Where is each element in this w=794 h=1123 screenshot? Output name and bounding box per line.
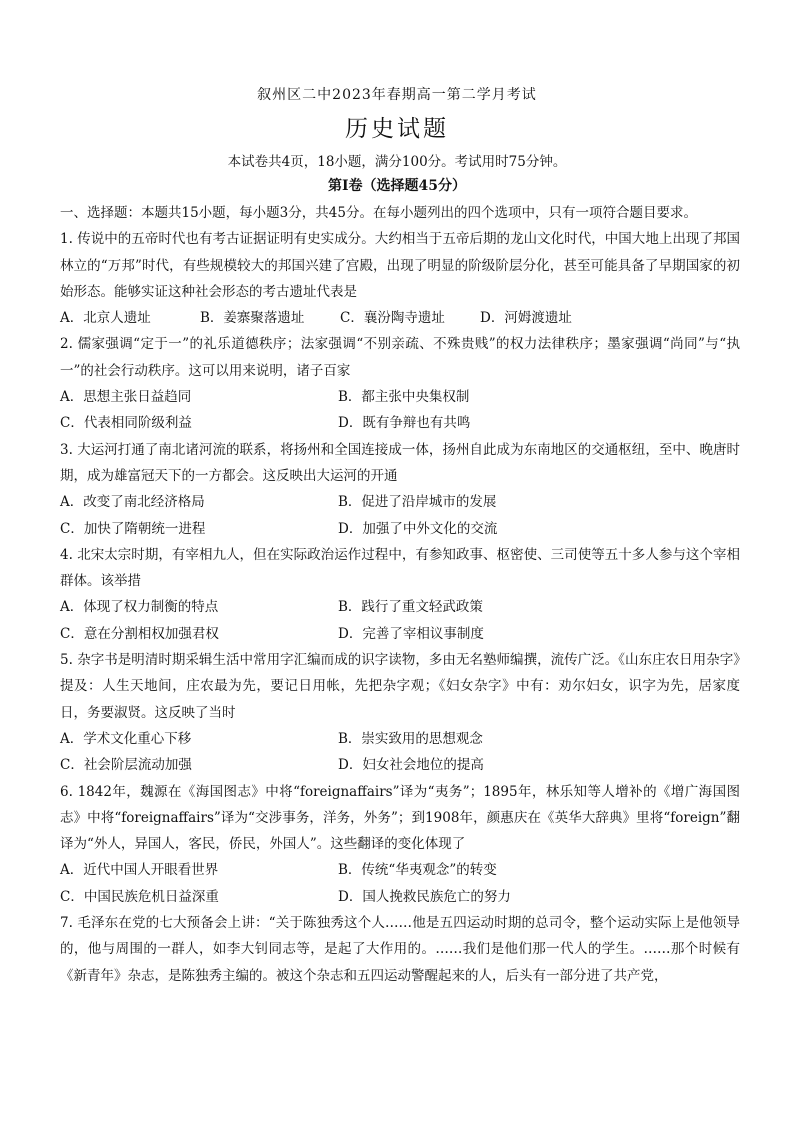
option-d: D．河姆渡遗址 bbox=[480, 310, 572, 327]
question-stem: 4. 北宋太宗时期，有宰相九人，但在实际政治运作过程中，有参知政事、枢密使、三司使等五十多人参与这个宰相群体。该举措 bbox=[60, 546, 740, 590]
question-4 bbox=[60, 542, 740, 647]
option-a: A．北京人遗址 bbox=[60, 310, 151, 327]
option-a: A．改变了南北经济格局 bbox=[60, 494, 205, 511]
question-3 bbox=[60, 437, 740, 542]
question-7 bbox=[60, 910, 740, 989]
options-row bbox=[60, 884, 740, 910]
option-a: A．体现了权力制衡的特点 bbox=[60, 599, 219, 616]
option-a: A．近代中国人开眼看世界 bbox=[60, 862, 219, 879]
option-c: C．加快了隋朝统一进程 bbox=[60, 520, 206, 537]
option-b: B．姜寨聚落遗址 bbox=[200, 310, 305, 327]
option-c: C．襄汾陶寺遗址 bbox=[340, 310, 445, 327]
question-stem: 1. 传说中的五帝时代也有考古证据证明有史实成分。大约相当于五帝后期的龙山文化时代，中国大地上出现了邦国林立的“万邦”时代，有些规模较大的邦国兴建了宫殿，出现了明显的阶级阶层分化，甚至可能具备了早期国家的初始形态。能够实证这种社会形态的考古遗址代表是 bbox=[60, 231, 740, 300]
option-c: C．意在分割相权加强君权 bbox=[60, 625, 219, 642]
school-exam-name: 叙州区二中2023年春期高一第二学月考试 bbox=[257, 87, 537, 103]
options-row bbox=[60, 516, 740, 542]
options-row bbox=[60, 621, 740, 647]
question-5 bbox=[60, 647, 740, 778]
question-stem: 3. 大运河打通了南北诸河流的联系，将扬州和全国连接成一体，扬州自此成为东南地区的交通枢纽，至中、晚唐时期，成为雄富冠天下的一方都会。这反映出大运河的开通 bbox=[60, 441, 740, 484]
option-a: A．思想主张日益趋同 bbox=[60, 389, 192, 406]
options-row bbox=[60, 857, 740, 883]
exam-info: 本试卷共4页，18小题，满分100分。考试用时75分钟。 bbox=[227, 154, 567, 170]
option-c: C．社会阶层流动加强 bbox=[60, 757, 192, 774]
options-row bbox=[60, 489, 740, 515]
option-d: D．既有争辩也有共鸣 bbox=[338, 415, 471, 432]
option-d: D．加强了中外文化的交流 bbox=[338, 520, 498, 537]
question-2 bbox=[60, 331, 740, 436]
option-d: D．国人挽救民族危亡的努力 bbox=[338, 888, 511, 905]
section-title: 第Ⅰ卷（选择题45分） bbox=[327, 178, 467, 194]
option-c: C．中国民族危机日益深重 bbox=[60, 888, 219, 905]
question-body bbox=[60, 200, 740, 989]
instructions: 一、选择题：本题共15小题，每小题3分，共45分。在每小题列出的四个选项中，只有一项符合题目要求。 bbox=[60, 205, 697, 221]
options-row bbox=[60, 752, 740, 778]
question-stem: 5. 杂字书是明清时期采辑生活中常用字汇编而成的识字读物，多由无名塾师编撰，流传广泛。《山东庄农日用杂字》提及：人生天地间，庄农最为先，要记日用帐，先把杂字观；《妇女杂字》中有：劝尔妇女，识字为先，居家度日，务要淑贤。这反映了当时 bbox=[60, 652, 740, 721]
option-d: D．妇女社会地位的提高 bbox=[338, 757, 484, 774]
option-d: D．完善了宰相议事制度 bbox=[338, 625, 484, 642]
options-row bbox=[60, 410, 740, 436]
options-row bbox=[60, 726, 740, 752]
option-b: B．践行了重文轻武政策 bbox=[338, 599, 483, 616]
options-row bbox=[60, 594, 740, 620]
option-b: B．崇实致用的思想观念 bbox=[338, 730, 483, 747]
question-stem: 2. 儒家强调“定于一”的礼乐道德秩序；法家强调“不别亲疏、不殊贵贱”的权力法律秩序；墨家强调“尚同”与“执一”的社会行动秩序。这可以用来说明，诸子百家 bbox=[60, 336, 740, 379]
options-row bbox=[60, 384, 740, 410]
option-c: C．代表相同阶级利益 bbox=[60, 415, 192, 432]
question-stem: 6. 1842年，魏源在《海国图志》中将“foreignaffairs”译为“夷务”；1895年，林乐知等人增补的《增广海国图志》中将“foreignaffairs”译为“交涉事务，洋务，外务”；到1908年，颜惠庆在《英华大辞典》里将“foreign”翻译为“外人，异国人，客民，侨民，外国人”。这些翻译的变化体现了 bbox=[60, 783, 740, 853]
question-1 bbox=[60, 226, 740, 331]
question-6 bbox=[60, 779, 740, 910]
option-b: B．都主张中央集权制 bbox=[338, 389, 470, 406]
options-row bbox=[60, 305, 740, 331]
option-b: B．传统“华夷观念”的转变 bbox=[338, 862, 497, 879]
option-a: A．学术文化重心下移 bbox=[60, 730, 192, 747]
question-stem: 7. 毛泽东在党的七大预备会上讲：“关于陈独秀这个人……他是五四运动时期的总司令，整个运动实际上是他领导的，他与周围的一群人，如李大钊同志等，是起了大作用的。……我们是他们那一代人的学生。……那个时候有《新青年》杂志，是陈独秀主编的。被这个杂志和五四运动警醒起来的人，后头有一部分进了共产党， bbox=[60, 915, 740, 984]
page-title: 历史试题 bbox=[345, 116, 449, 142]
option-b: B．促进了沿岸城市的发展 bbox=[338, 494, 497, 511]
